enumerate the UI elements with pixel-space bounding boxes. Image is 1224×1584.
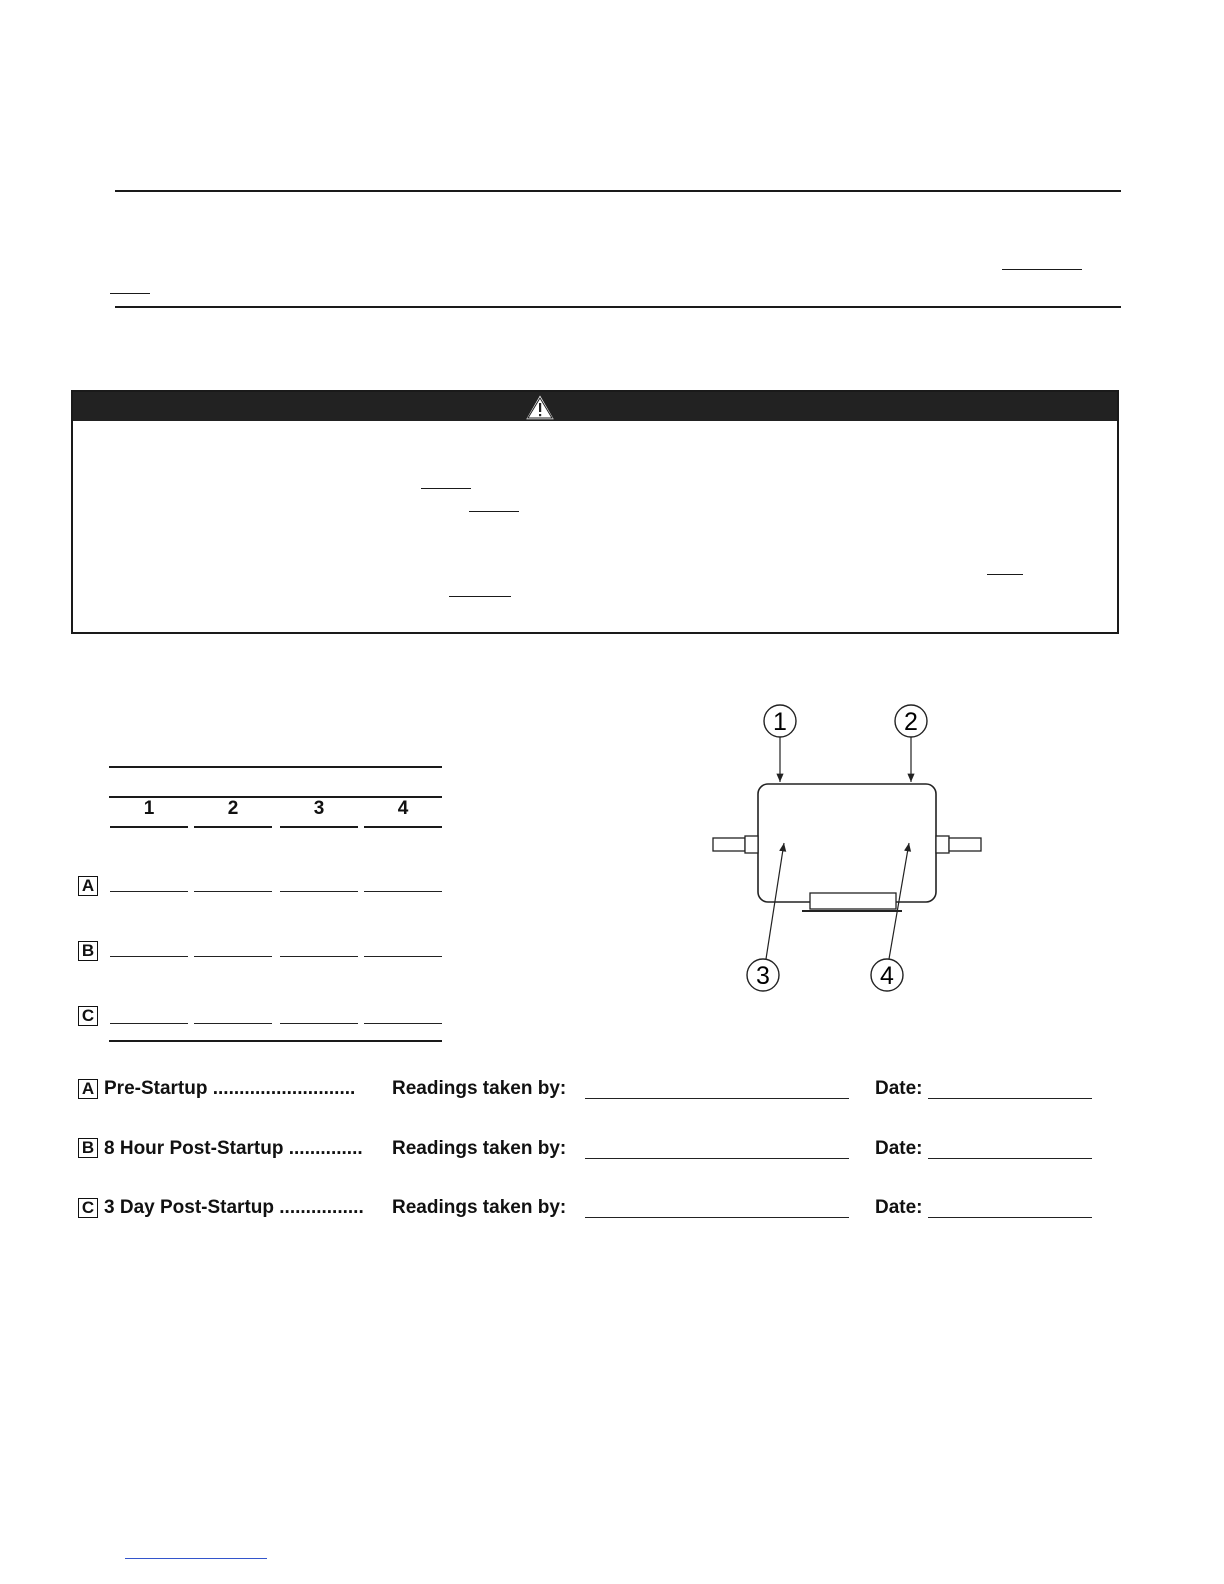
component-diagram bbox=[700, 700, 1000, 1000]
left-fitting bbox=[713, 836, 758, 853]
row-label-c: C bbox=[78, 1006, 98, 1026]
warning-box bbox=[71, 390, 1119, 634]
date-label: Date: bbox=[875, 1138, 923, 1159]
warning-underline-mark bbox=[421, 488, 471, 489]
reading-field[interactable] bbox=[280, 1023, 358, 1024]
callout-2-label: 2 bbox=[904, 708, 918, 736]
reading-field[interactable] bbox=[194, 956, 272, 957]
record-label-text: Pre-Startup bbox=[104, 1078, 208, 1099]
reading-field[interactable] bbox=[364, 891, 442, 892]
readings-taken-by-label: Readings taken by: bbox=[392, 1138, 567, 1159]
footer-link-underline bbox=[125, 1558, 267, 1559]
callout-1-label: 1 bbox=[773, 708, 787, 736]
record-key-c: C bbox=[78, 1198, 98, 1218]
column-underline bbox=[364, 826, 442, 828]
readings-taken-by-field[interactable] bbox=[585, 1217, 849, 1218]
date-field[interactable] bbox=[928, 1217, 1092, 1218]
warning-underline-mark bbox=[987, 574, 1023, 575]
callout-3-label: 3 bbox=[756, 962, 770, 990]
reading-field[interactable] bbox=[110, 1023, 188, 1024]
record-key-b: B bbox=[78, 1138, 98, 1158]
record-label bbox=[104, 1197, 364, 1219]
record-label-text: 3 Day Post-Startup bbox=[104, 1197, 274, 1218]
row-label-b: B bbox=[78, 941, 98, 961]
callout-4-label: 4 bbox=[880, 962, 894, 990]
date-label: Date: bbox=[875, 1197, 923, 1218]
column-underline bbox=[194, 826, 272, 828]
record-label bbox=[104, 1078, 355, 1100]
record-leader: .............. bbox=[288, 1138, 363, 1159]
table-bottom-rule bbox=[109, 1040, 442, 1042]
callout-1 bbox=[764, 705, 796, 782]
record-leader: ........................... bbox=[212, 1078, 356, 1099]
reading-field[interactable] bbox=[194, 1023, 272, 1024]
column-underline bbox=[110, 826, 188, 828]
readings-taken-by-label: Readings taken by: bbox=[392, 1197, 567, 1218]
table-top-rule bbox=[109, 766, 442, 768]
record-leader: ................ bbox=[279, 1197, 364, 1218]
record-label bbox=[104, 1138, 363, 1160]
column-header-4: 4 bbox=[397, 798, 409, 819]
housing-body bbox=[758, 784, 936, 902]
header-bottom-rule bbox=[115, 306, 1121, 308]
header-underline-mark bbox=[1002, 269, 1082, 270]
readings-taken-by-field[interactable] bbox=[585, 1158, 849, 1159]
date-label: Date: bbox=[875, 1078, 923, 1099]
row-label-a: A bbox=[78, 876, 98, 896]
warning-underline-mark bbox=[449, 596, 511, 597]
reading-field[interactable] bbox=[110, 891, 188, 892]
reading-field[interactable] bbox=[364, 956, 442, 957]
column-header-2: 2 bbox=[227, 798, 239, 819]
readings-taken-by-label: Readings taken by: bbox=[392, 1078, 567, 1099]
column-header-1: 1 bbox=[143, 798, 155, 819]
reading-field[interactable] bbox=[280, 956, 358, 957]
header-top-rule bbox=[115, 190, 1121, 192]
reading-field[interactable] bbox=[364, 1023, 442, 1024]
callout-2 bbox=[895, 705, 927, 782]
record-label-text: 8 Hour Post-Startup bbox=[104, 1138, 284, 1159]
reading-field[interactable] bbox=[280, 891, 358, 892]
warning-header-bar bbox=[73, 392, 1117, 421]
warning-triangle-icon bbox=[523, 392, 557, 422]
right-fitting bbox=[936, 836, 981, 853]
readings-taken-by-field[interactable] bbox=[585, 1098, 849, 1099]
warning-underline-mark bbox=[469, 511, 519, 512]
date-field[interactable] bbox=[928, 1158, 1092, 1159]
date-field[interactable] bbox=[928, 1098, 1092, 1099]
column-underline bbox=[280, 826, 358, 828]
reading-field[interactable] bbox=[194, 891, 272, 892]
record-key-a: A bbox=[78, 1079, 98, 1099]
column-header-3: 3 bbox=[313, 798, 325, 819]
reading-field[interactable] bbox=[110, 956, 188, 957]
header-underline-mark bbox=[110, 293, 150, 294]
base-plate bbox=[802, 893, 902, 911]
